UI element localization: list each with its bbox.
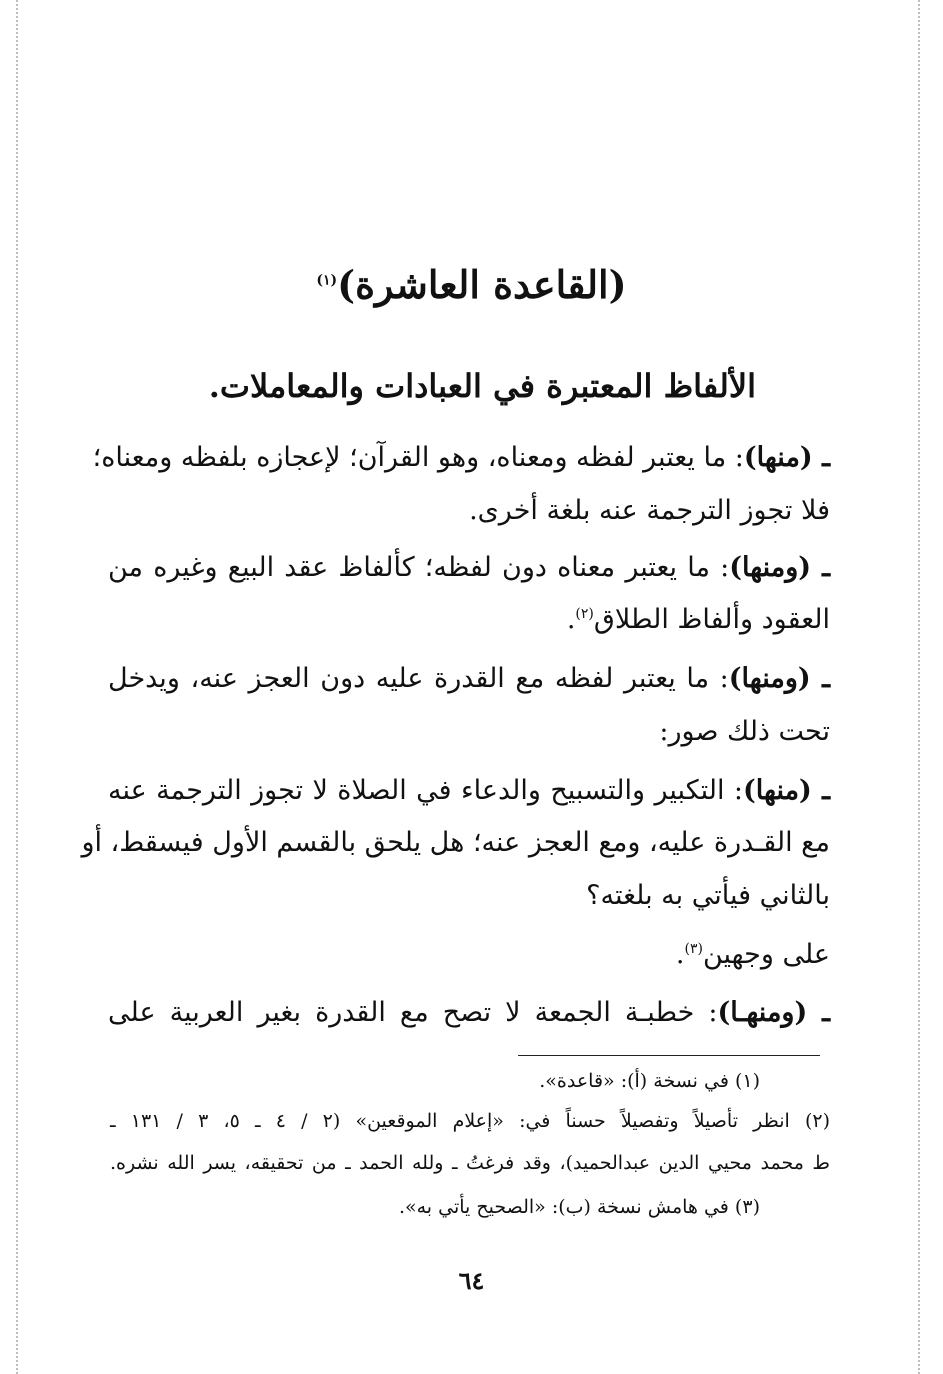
- body-line: [108, 659, 830, 699]
- chapter-title-text: (القاعدة العاشرة): [337, 262, 627, 307]
- body-line: العقود وألفاظ الطلاق$^{(٢)}$.: [566, 604, 830, 635]
- paragraph-text: : ما يعتبر لفظه ومعناه، وهو القرآن؛ لإعجازه بلفظه ومعناه؛: [92, 442, 744, 473]
- paragraph-text: على وجهين: [702, 939, 830, 970]
- paragraph-text: : ما يعتبر معناه دون لفظه؛ كألفاظ عقد البيع وغيره من: [108, 552, 730, 583]
- footnote-2-line-2: ط محمد محيي الدين عبدالحميد)، وقد فرغتُ ـ ولله الحمد ـ من تحقيقه، يسر الله نشره.: [110, 1152, 830, 1174]
- chapter-subtitle: الألفاظ المعتبرة في العبادات والمعاملات.: [208, 367, 756, 405]
- chapter-title: [0, 262, 943, 308]
- paragraph-lead: ـ (ومنهـا): [717, 997, 830, 1028]
- paragraph-lead: ـ (منها): [743, 442, 830, 473]
- body-line: على وجهين$^{(٣)}$.: [675, 939, 830, 970]
- paragraph-text: العقود وألفاظ الطلاق: [593, 604, 830, 635]
- paragraph-text: : خطبـة الجمعة لا تصح مع القدرة بغير العربية على: [108, 997, 718, 1028]
- paragraph-text: : ما يعتبر لفظه مع القدرة عليه دون العجز عنه، ويدخل: [108, 663, 729, 694]
- footnote-ref-3: (٣): [684, 941, 703, 957]
- body-line: [108, 548, 830, 588]
- footnote-1: (١) في نسخة (أ): «قاعدة».: [539, 1070, 760, 1092]
- footnote-ref-2: (٢): [575, 606, 594, 622]
- right-scan-edge: [918, 0, 920, 1374]
- footnote-separator: [518, 1055, 820, 1056]
- body-line: [108, 771, 830, 811]
- body-line: تحت ذلك صور:: [659, 716, 830, 747]
- paragraph-lead: ـ (ومنها): [729, 552, 830, 583]
- paragraph-lead: ـ (ومنها): [728, 663, 830, 694]
- page-number: ٦٤: [458, 1266, 485, 1295]
- body-line: بالثاني فيأتي به بلغته؟: [586, 880, 830, 911]
- footnote-2-line-1: (٢) انظر تأصيلاً وتفصيلاً حسناً في: «إعلام الموقعين» (٢ / ٤ ـ ٥، ٣ / ١٣١ ـ: [110, 1110, 831, 1132]
- body-line: [108, 993, 830, 1033]
- footnote-ref-1: (١): [316, 272, 338, 289]
- paragraph-lead: ـ (منها): [743, 775, 830, 806]
- body-line: فلا تجوز الترجمة عنه بلغة أخرى.: [469, 495, 830, 526]
- left-scan-edge: [16, 0, 18, 1374]
- body-line: مع القـدرة عليه، ومع العجز عنه؛ هل يلحق بالقسم الأول فيسقط، أو: [81, 827, 830, 858]
- footnote-3: (٣) في هامش نسخة (ب): «الصحيح يأتي به».: [398, 1196, 760, 1218]
- body-line: [92, 438, 830, 478]
- paragraph-text: : التكبير والتسبيح والدعاء في الصلاة لا تجوز الترجمة عنه: [108, 775, 743, 806]
